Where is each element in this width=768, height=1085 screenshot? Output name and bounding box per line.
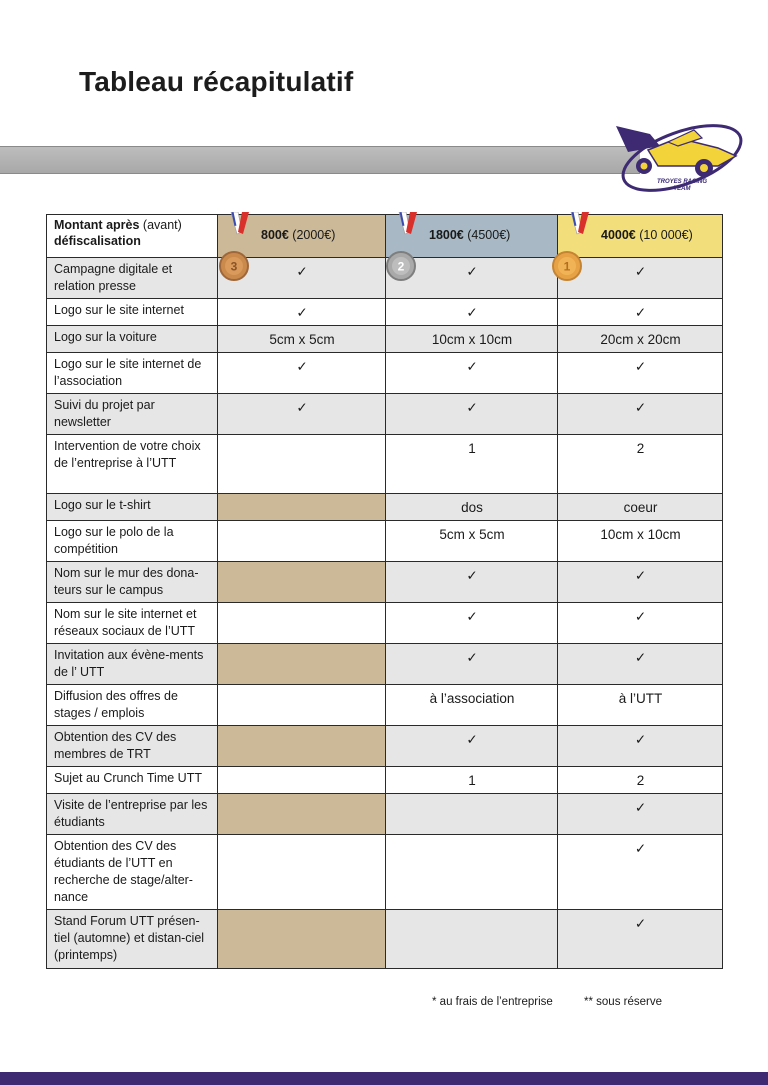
silver-tier-cell: 10cm x 10cm xyxy=(386,326,558,353)
row-label: Visite de l’entreprise par les étudiants xyxy=(47,794,218,835)
header-label-bold: Montant après xyxy=(54,218,140,232)
gold-tier-cell: ✓ xyxy=(558,258,723,299)
tier-amount-before: (10 000€) xyxy=(635,228,693,242)
gold-medal-icon xyxy=(551,250,583,282)
table-row xyxy=(47,435,723,494)
gold-tier-cell: 2 xyxy=(558,435,723,494)
table-row xyxy=(47,326,723,353)
row-label: Nom sur le site internet et réseaux sociaux de l’UTT xyxy=(47,603,218,644)
bronze-tier-cell xyxy=(218,435,386,494)
silver-tier-cell xyxy=(386,794,558,835)
gold-tier-cell: ✓ xyxy=(558,910,723,969)
silver-tier-cell: ✓ xyxy=(386,726,558,767)
ribbon-icon xyxy=(569,212,591,240)
table-row xyxy=(47,685,723,726)
row-label: Sujet au Crunch Time UTT xyxy=(47,767,218,794)
logo-text xyxy=(652,179,712,193)
gold-tier-cell: 2 xyxy=(558,767,723,794)
bronze-tier-cell xyxy=(218,685,386,726)
recap-table xyxy=(46,214,723,969)
table-row xyxy=(47,353,723,394)
gold-tier-cell: ✓ xyxy=(558,299,723,326)
svg-text:2: 2 xyxy=(397,259,405,274)
table-row xyxy=(47,494,723,521)
gold-tier-cell: 20cm x 20cm xyxy=(558,326,723,353)
table-row xyxy=(47,835,723,910)
silver-medal-icon xyxy=(385,250,417,282)
gold-tier-cell: à l’UTT xyxy=(558,685,723,726)
tier-amount-before: (4500€) xyxy=(463,228,511,242)
silver-tier-cell: ✓ xyxy=(386,603,558,644)
table-row xyxy=(47,794,723,835)
silver-tier-cell: ✓ xyxy=(386,562,558,603)
gold-tier-cell: ✓ xyxy=(558,562,723,603)
bronze-tier-cell xyxy=(218,644,386,685)
silver-tier-cell: ✓ xyxy=(386,394,558,435)
bronze-tier-cell xyxy=(218,767,386,794)
row-label: Suivi du projet par newsletter xyxy=(47,394,218,435)
table-row xyxy=(47,644,723,685)
row-label: Nom sur le mur des dona-teurs sur le campus xyxy=(47,562,218,603)
gold-tier-cell: ✓ xyxy=(558,794,723,835)
bronze-tier-cell xyxy=(218,603,386,644)
ribbon-icon xyxy=(397,212,419,240)
table-row xyxy=(47,299,723,326)
row-label: Logo sur le site internet de l’association xyxy=(47,353,218,394)
bottom-bar xyxy=(0,1072,768,1085)
table-row xyxy=(47,603,723,644)
svg-text:1: 1 xyxy=(563,259,571,274)
silver-tier-cell: 1 xyxy=(386,435,558,494)
row-label: Intervention de votre choix de l’entreprise à l’UTT xyxy=(47,435,218,494)
table-row xyxy=(47,910,723,969)
footnote-2: ** sous réserve xyxy=(584,996,662,1008)
silver-tier-cell: dos xyxy=(386,494,558,521)
silver-tier-cell: ✓ xyxy=(386,353,558,394)
bronze-tier-cell xyxy=(218,494,386,521)
row-label: Logo sur le polo de la compétition xyxy=(47,521,218,562)
bronze-tier-cell: ✓ xyxy=(218,299,386,326)
silver-tier-cell: ✓ xyxy=(386,644,558,685)
row-label: Invitation aux évène-ments de l’ UTT xyxy=(47,644,218,685)
header-label-normal: (avant) xyxy=(139,218,182,232)
bronze-tier-cell xyxy=(218,726,386,767)
silver-tier-cell: ✓ xyxy=(386,299,558,326)
table-row xyxy=(47,562,723,603)
gold-tier-cell: 10cm x 10cm xyxy=(558,521,723,562)
page-title: Tableau récapitulatif xyxy=(79,66,354,97)
ribbon-icon xyxy=(229,212,251,240)
header-label-cell xyxy=(47,215,218,258)
tier-amount: 1800€ xyxy=(429,228,464,242)
silver-tier-cell: ✓ xyxy=(386,258,558,299)
logo-text-line1: TROYES RACING xyxy=(656,179,707,185)
row-label: Logo sur le site internet xyxy=(47,299,218,326)
logo-text-line2: TEAM xyxy=(673,186,691,192)
tier-amount: 800€ xyxy=(261,228,289,242)
gold-tier-cell: coeur xyxy=(558,494,723,521)
bronze-tier-cell xyxy=(218,562,386,603)
row-label: Stand Forum UTT présen-tiel (automne) et distan-ciel (printemps) xyxy=(47,910,218,969)
tier-amount-before: (2000€) xyxy=(288,228,336,242)
row-label: Campagne digitale et relation presse xyxy=(47,258,218,299)
gold-tier-cell: ✓ xyxy=(558,353,723,394)
table-row xyxy=(47,394,723,435)
gold-tier-cell: ✓ xyxy=(558,835,723,910)
bronze-tier-cell: ✓ xyxy=(218,394,386,435)
bronze-medal-icon xyxy=(218,250,250,282)
bronze-tier-cell xyxy=(218,835,386,910)
bronze-tier-cell xyxy=(218,794,386,835)
bronze-tier-cell: ✓ xyxy=(218,353,386,394)
table-row xyxy=(47,767,723,794)
header-band xyxy=(0,146,640,174)
footnote-1: * au frais de l’entreprise xyxy=(432,996,553,1008)
row-label: Logo sur la voiture xyxy=(47,326,218,353)
table-row xyxy=(47,726,723,767)
row-label: Obtention des CV des étudiants de l’UTT en recherche de stage/alter-nance xyxy=(47,835,218,910)
bronze-tier-cell xyxy=(218,910,386,969)
bronze-tier-cell: 5cm x 5cm xyxy=(218,326,386,353)
silver-tier-cell: à l’association xyxy=(386,685,558,726)
row-label: Obtention des CV des membres de TRT xyxy=(47,726,218,767)
footnotes xyxy=(432,996,690,1008)
silver-tier-cell xyxy=(386,835,558,910)
row-label: Logo sur le t-shirt xyxy=(47,494,218,521)
tier-amount: 4000€ xyxy=(601,228,636,242)
table-row xyxy=(47,521,723,562)
silver-tier-cell: 1 xyxy=(386,767,558,794)
row-label: Diffusion des offres de stages / emplois xyxy=(47,685,218,726)
gold-tier-cell: ✓ xyxy=(558,603,723,644)
svg-text:3: 3 xyxy=(230,259,238,274)
bronze-tier-cell: ✓ xyxy=(218,258,386,299)
silver-tier-cell: 5cm x 5cm xyxy=(386,521,558,562)
header-label-line2: défiscalisation xyxy=(54,234,141,248)
silver-tier-cell xyxy=(386,910,558,969)
gold-tier-cell: ✓ xyxy=(558,394,723,435)
gold-tier-cell: ✓ xyxy=(558,644,723,685)
gold-tier-cell: ✓ xyxy=(558,726,723,767)
bronze-tier-cell xyxy=(218,521,386,562)
